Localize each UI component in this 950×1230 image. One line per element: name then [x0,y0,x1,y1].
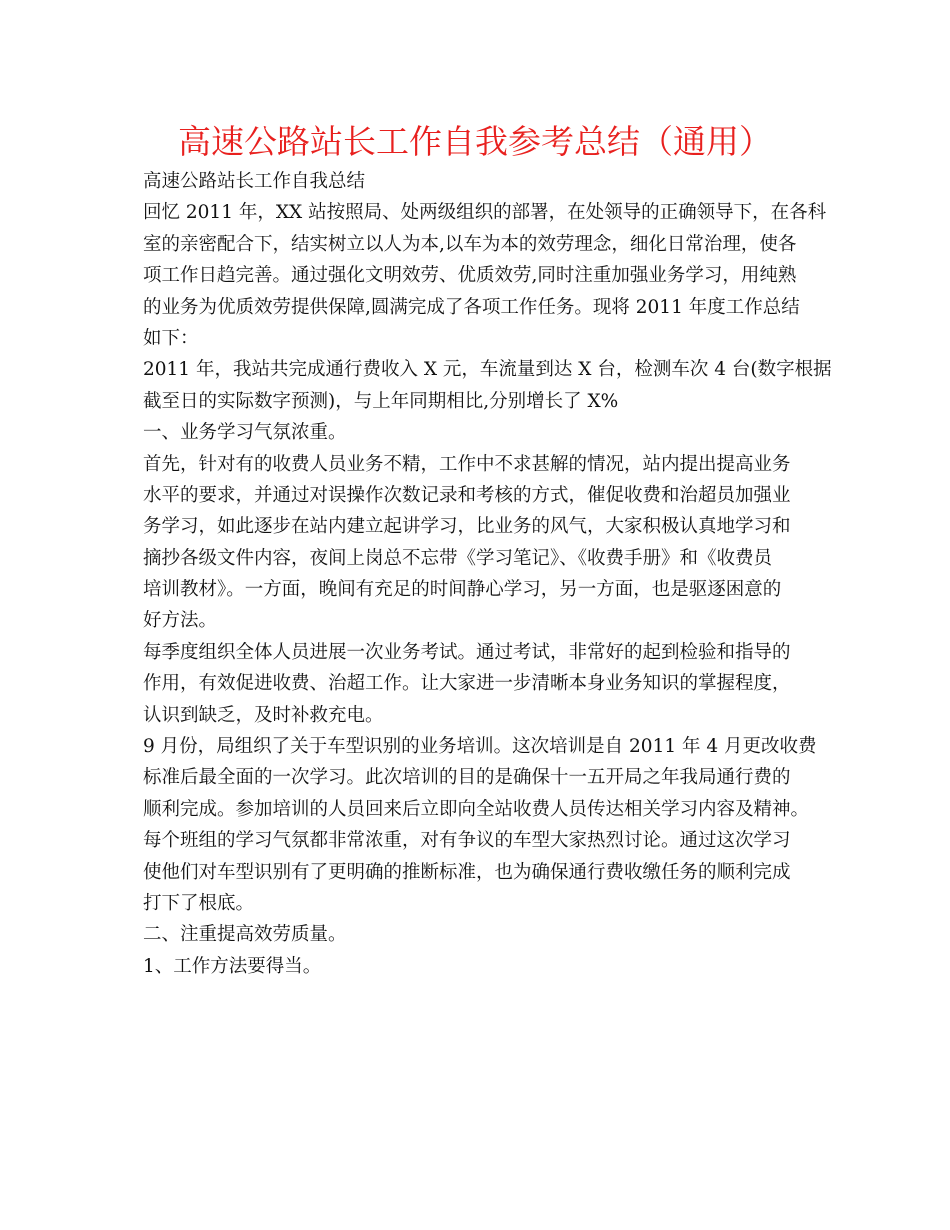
document-line: 项工作日趋完善。通过强化文明效劳、优质效劳,同时注重加强业务学习，用纯熟 [143,265,797,287]
document-line: 好方法。 [143,610,218,632]
document-line: 2011 年，我站共完成通行费收入 X 元，车流量到达 X 台，检测车次 4 台(数字根据 [143,359,832,381]
document-line: 顺利完成。参加培训的人员回来后立即向全站收费人员传达相关学习内容及精神。 [143,798,810,820]
document-line: 每季度组织全体人员进展一次业务考试。通过考试，非常好的起到检验和指导的 [143,641,791,663]
document-line: 培训教材》。一方面，晚间有充足的时间静心学习，另一方面，也是驱逐困意的 [143,579,782,601]
document-line: 务学习，如此逐步在站内建立起讲学习，比业务的风气，大家积极认真地学习和 [143,516,791,538]
document-line: 作用，有效促进收费、治超工作。让大家进一步清晰本身业务知识的掌握程度， [143,673,791,695]
document-line: 摘抄各级文件内容，夜间上岗总不忘带《学习笔记》、《收费手册》和《收费员 [143,547,773,569]
document-line: 打下了根底。 [143,892,255,914]
document-line: 高速公路站长工作自我总结 [143,171,366,192]
document-line: 水平的要求，并通过对误操作次数记录和考核的方式，催促收费和治超员加强业 [143,484,791,506]
document-line: 如下： [143,327,199,349]
document-title: 高速公路站长工作自我参考总结（通用） [178,122,772,161]
document-line: 认识到缺乏，及时补救充电。 [143,704,384,726]
document-line: 二、注重提高效劳质量。 [143,924,347,946]
document-line: 回忆 2011 年，XX 站按照局、处两级组织的部署，在处领导的正确领导下，在各科 [143,202,827,224]
document-line: 一、业务学习气氛浓重。 [143,422,347,444]
document-line: 每个班组的学习气氛都非常浓重，对有争议的车型大家热烈讨论。通过这次学习 [143,830,791,852]
document-line: 截至日的实际数字预测)，与上年同期相比,分别增长了 X% [143,390,619,412]
document-line: 9 月份，局组织了关于车型识别的业务培训。这次培训是自 2011 年 4 月更改收费 [143,736,817,758]
document-line: 1、工作方法要得当。 [143,955,322,977]
document-line: 的业务为优质效劳提供保障,圆满完成了各项工作任务。现将 2011 年度工作总结 [143,296,800,318]
document-body [143,166,832,982]
document-line: 首先，针对有的收费人员业务不精，工作中不求甚解的情况，站内提出提高业务 [143,453,791,475]
document-line: 标准后最全面的一次学习。此次培训的目的是确保十一五开局之年我局通行费的 [143,767,791,789]
document-line: 使他们对车型识别有了更明确的推断标准，也为确保通行费收缴任务的顺利完成 [143,861,791,883]
document-line: 室的亲密配合下，结实树立以人为本,以车为本的效劳理念，细化日常治理，使各 [143,233,797,255]
